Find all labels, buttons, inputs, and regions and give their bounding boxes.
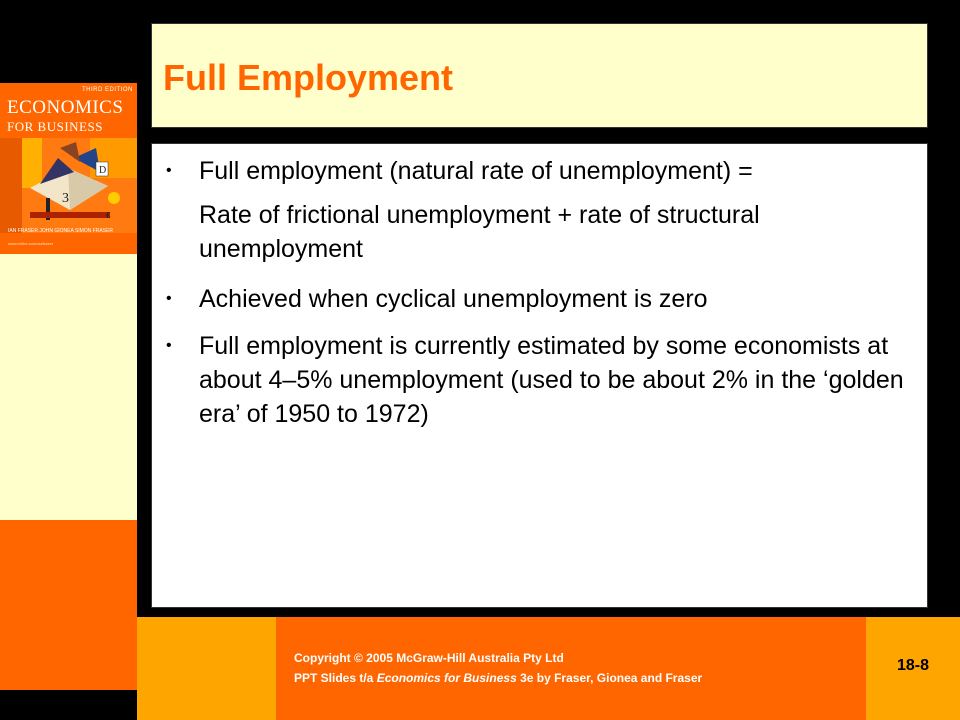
page-number: 18-8 (896, 657, 930, 674)
footer-left-block (137, 617, 276, 720)
svg-text:3: 3 (62, 191, 69, 206)
footer-copyright (294, 648, 702, 688)
svg-text:€: € (106, 211, 111, 220)
slides-book-title: Economics for Business (376, 671, 517, 685)
slides-suffix: 3e by Fraser, Gionea and Fraser (516, 671, 703, 685)
bullet-dot-icon: • (166, 162, 172, 179)
left-orange-panel (0, 520, 137, 690)
cover-authors-text: IAN FRASER JOHN GIONEA SIMON FRASER (8, 228, 114, 234)
svg-text:D: D (99, 165, 107, 176)
bullet-text: Achieved when cyclical unemployment is zero (199, 285, 708, 313)
bullet-item (166, 154, 919, 188)
cover-artwork-icon (0, 138, 137, 233)
bullet-dot-icon: • (166, 290, 172, 307)
bullet-text: Full employment is currently estimated by some economists at about 4–5% unemployment (used to be about 2% in the ‘golden era’ of 1950 to 1972) (199, 332, 904, 428)
bullet-item (166, 282, 919, 316)
slide-title: Full Employment (163, 57, 454, 98)
content-box (151, 143, 928, 608)
book-cover-image (0, 83, 137, 254)
cover-url-text: www.mhhe.com/au/fraser (8, 241, 54, 246)
slides-prefix: PPT Slides t/a (294, 671, 377, 685)
bullet-text: Full employment (natural rate of unemployment) = (199, 157, 753, 185)
bullet-text: Rate of frictional unemployment + rate of structural unemployment (199, 201, 760, 263)
title-box (151, 23, 928, 128)
bullet-item (166, 329, 919, 431)
bullet-continuation (199, 198, 919, 266)
cover-title-line1: ECONOMICS (7, 97, 124, 118)
bullet-dot-icon: • (166, 337, 172, 354)
cover-edition-label: THIRD EDITION (82, 87, 133, 93)
page-number-box (866, 617, 960, 720)
copyright-line: Copyright © 2005 McGraw-Hill Australia Pty Ltd (294, 651, 564, 665)
left-bottom-black-block (0, 690, 137, 720)
cover-title-line2: FOR BUSINESS (7, 119, 103, 134)
left-top-black-block (0, 0, 137, 83)
slides-credit-line (294, 668, 702, 688)
